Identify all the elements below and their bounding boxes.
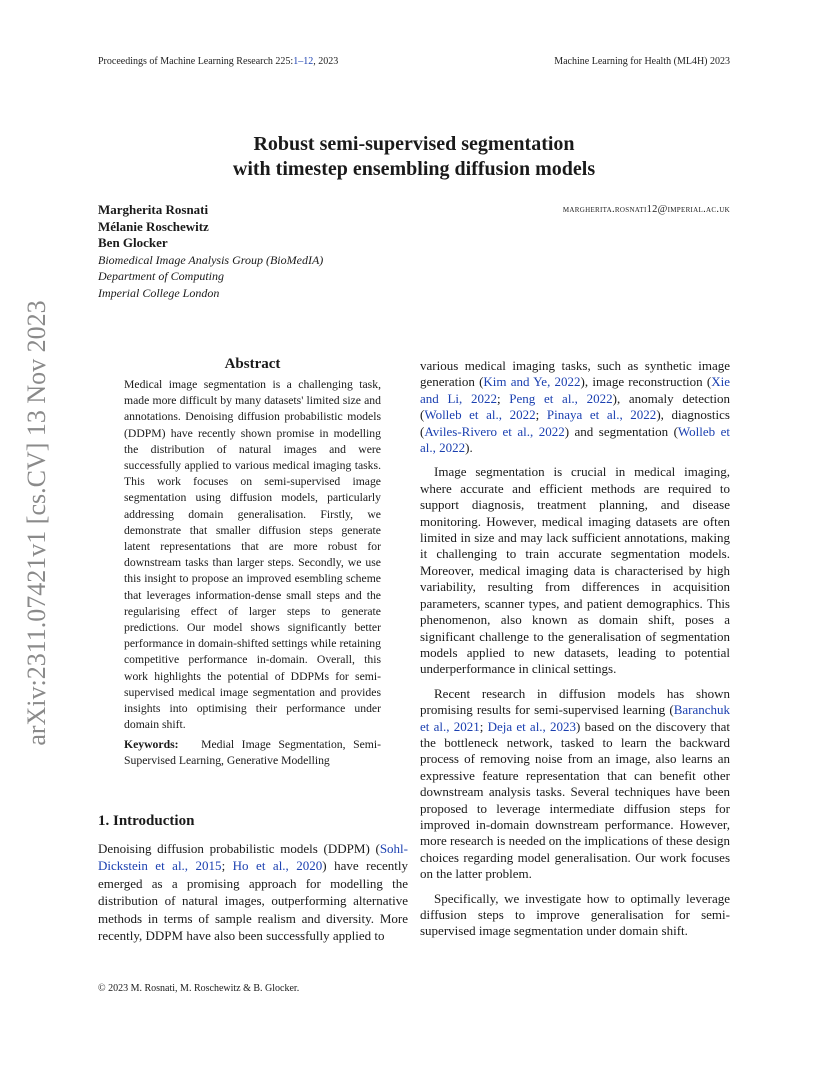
body-paragraph: Recent research in diffusion models has shown promising results for semi-supervised learning (Baranchuk et al., 2021; Deja et al., 2023) based on the discovery that the bottleneck network, tasked to learn the backward process of removing noise from an image, also learns an expressive feature representation that can benefit other downstream analysis tasks. Several techniques have been proposed to leverage intermediate diffusion steps for improved in-domain downstream performance. However, more research is needed on the implications of these design choices regarding model generalisation. Our work focuses on the latter problem. <box>420 685 731 882</box>
author-name: Margherita Rosnati <box>98 202 209 217</box>
citation-link[interactable]: Wolleb et al., 2022 <box>424 407 536 423</box>
author-name: Mélanie Roschewitz <box>98 218 209 234</box>
arxiv-stamp <box>22 288 52 758</box>
keywords-label: Keywords: <box>124 738 179 751</box>
author-block <box>98 202 323 301</box>
citation-link[interactable]: Peng et al., 2022 <box>509 390 613 406</box>
citation-link[interactable]: Xie and Li, 2022 <box>420 374 730 406</box>
citation-link[interactable]: Baranchuk et al., 2021 <box>420 702 730 734</box>
affiliation-line: Department of Computing <box>98 269 224 283</box>
citation-link[interactable]: Pinaya et al., 2022 <box>546 407 657 423</box>
affiliation-line: Imperial College London <box>98 285 220 300</box>
running-header-right: Machine Learning for Health (ML4H) 2023 <box>554 56 730 67</box>
copyright-footer: © 2023 M. Rosnati, M. Roschewitz & B. Glocker. <box>98 983 300 994</box>
abstract-heading: Abstract <box>224 356 281 372</box>
citation-link[interactable]: Deja et al., 2023 <box>487 718 577 734</box>
section-heading-introduction: 1. Introduction <box>98 813 195 829</box>
citation-link[interactable]: Sohl-Dickstein et al., 2015 <box>98 841 408 874</box>
pages-link[interactable]: 1–12 <box>293 56 314 67</box>
body-paragraph: various medical imaging tasks, such as synthetic image generation (Kim and Ye, 2022), image reconstruction (Xie and Li, 2022; Peng et al., 2022), anomaly detection (Wolleb et al., 2022; Pinaya et al., 2022), diagnostics (Aviles-Rivero et al., 2022) and segmentation (Wolleb et al., 2022). <box>420 358 731 456</box>
citation-link[interactable]: Kim and Ye, 2022 <box>483 374 581 390</box>
citation-link[interactable]: Ho et al., 2020 <box>232 858 323 874</box>
right-column <box>420 358 730 948</box>
affiliation-line: Biomedical Image Analysis Group (BioMedIA) <box>98 252 324 267</box>
arxiv-stamp-text: arXiv:2311.07421v1 [cs.CV] 13 Nov 2023 <box>22 300 51 746</box>
paper-title: Robust semi-supervised segmentation with timestep ensembling diffusion models <box>232 133 596 180</box>
keywords <box>124 737 381 769</box>
citation-link[interactable]: Wolleb et al., 2022 <box>420 423 731 456</box>
citation-link[interactable]: Aviles-Rivero et al., 2022 <box>424 423 565 439</box>
body-paragraph: Image segmentation is crucial in medical imaging, where accurate and efficient methods are required to support diagnosis, treatment planning, and disease monitoring. However, medical imaging datasets are often limited in size and may lack sufficient annotations, making it challenging to train accurate segmentation models. Moreover, medical imaging data is characterised by high variability, resulting from differences in acquisition parameters, scanner types, and patient demographics. This phenomenon, also known as domain shift, poses a significant challenge to the generalisation of segmentation models applied to new datasets, leading to potential underperformance in clinical settings. <box>420 464 730 677</box>
author-email: margherita.rosnati12@imperial.ac.uk <box>562 204 730 215</box>
body-paragraph: Specifically, we investigate how to optimally leverage diffusion steps to improve generalisation for semi-supervised image segmentation under domain shift. <box>420 890 730 939</box>
running-header-left: Proceedings of Machine Learning Research 225:1–12, 2023 <box>98 56 339 67</box>
intro-paragraph: Denoising diffusion probabilistic models (DDPM) (Sohl-Dickstein et al., 2015; Ho et al., 2020) have recently emerged as a promising approach for modelling the distribution of natural images, outperforming alternative methods in terms of sample realism and diversity. More recently, DDPM have also been successfully applied to <box>98 841 409 944</box>
author-name: Ben Glocker <box>98 235 168 250</box>
keywords-text: Medial Image Segmentation, Semi-Supervised Learning, Generative Modelling <box>124 738 381 768</box>
abstract-body: Medical image segmentation is a challenging task, made more difficult by many datasets' limited size and annotations. Denoising diffusion probabilistic models (DDPM) have recently shown promise in modelling the distribution of natural images and were successfully applied to various medical imaging tasks. This work focuses on semi-supervised image segmentation using diffusion models, particularly addressing domain generalisation. Firstly, we demonstrate that smaller diffusion steps generate latent representations that are more robust for downstream tasks than larger steps. Secondly, we use this insight to propose an improved esembling scheme that leverages information-dense small steps and the regularising effect of larger steps to generate predictions. Our model shows significantly better performance in domain-shifted settings while retaining competitive performance in-domain. Overall, this work highlights the potential of DDPMs for semi-supervised medical image segmentation and provides insights into optimising their performance under domain shift. <box>124 378 381 732</box>
